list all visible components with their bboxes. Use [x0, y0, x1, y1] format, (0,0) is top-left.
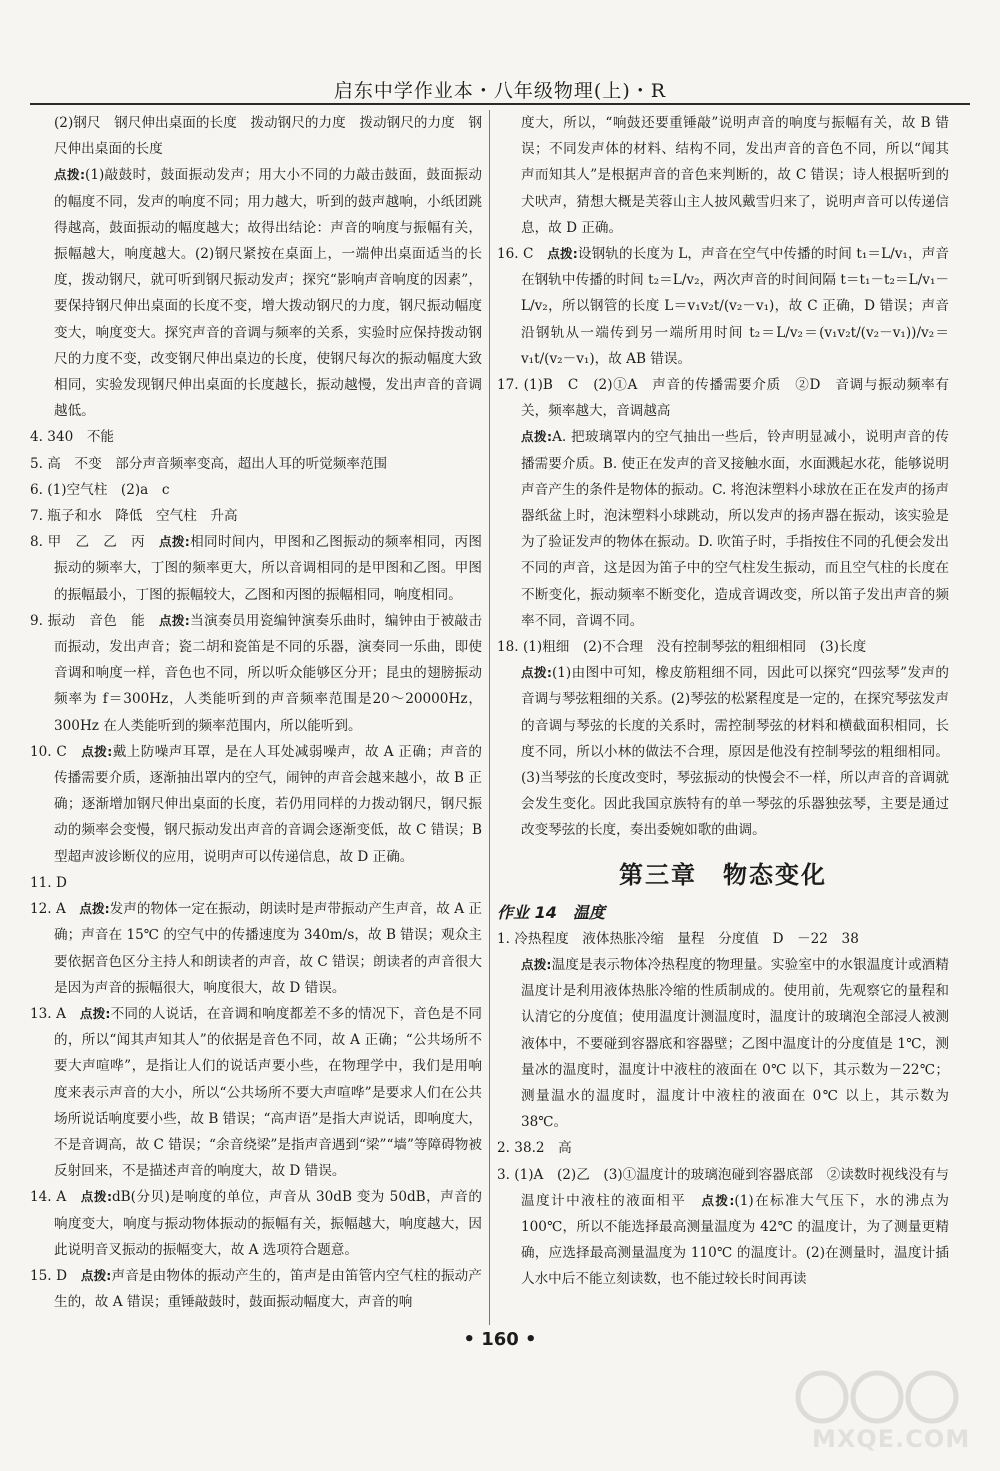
- tip-label: 点拨:: [521, 956, 552, 972]
- tip-label: 点拨:: [521, 665, 552, 681]
- answer-text: 设钢轨的长度为 L，声音在空气中传播的时间 t₁＝L/v₁，声音在钢轨中传播的时间 t₂＝L/v₂，两次声音的时间间隔 t＝t₁－t₂＝L/v₁－L/v₂，所以钢管的长度 L＝v₁v₂t/(v₂－v₁)，故 C 正确，D 错误；声音沿钢轨从一端传到另一端所用时间 t₂＝L/v₂＝(v₁v₂t/(v₂－v₁))/v₂＝v₁t/(v₂－v₁)，故 AB 错误。: [521, 246, 949, 367]
- answer-item: [30, 1263, 482, 1315]
- answer-text: 戴上防噪声耳罩，是在人耳处减弱噪声，故 A 正确；声音的传播需要介质，逐渐抽出罩内的空气，闹钟的声音会越来越小，故 B 正确；逐渐增加钢尺伸出桌面的长度，若仍用同样的力拨动钢尺，钢尺振动的频率会变慢，钢尺振动发出声音的音调会逐渐变低，故 C 错误；B 型超声波诊断仪的应用，说明声可以传递信息，故 D 正确。: [54, 743, 482, 865]
- tip-label: 点拨:: [79, 1005, 111, 1021]
- answer-item: [30, 503, 482, 529]
- answer-item: [30, 529, 482, 608]
- watermark-logo: [792, 1367, 982, 1457]
- tip-label: 点拨:: [547, 246, 578, 262]
- answer-text: 13. A: [30, 1005, 80, 1022]
- right-column: [497, 110, 949, 1293]
- left-column: [30, 110, 482, 1315]
- header-rule: [30, 103, 970, 105]
- answer-item: [497, 634, 949, 660]
- answer-text: 7. 瓶子和水 降低 空气柱 升高: [30, 508, 238, 525]
- tip-label: 点拨:: [521, 429, 553, 445]
- answer-item: [30, 110, 482, 162]
- answer-item: [497, 1135, 949, 1161]
- answer-item: [30, 1184, 482, 1263]
- answer-text: 14. A: [30, 1189, 81, 1206]
- answer-item: [497, 952, 949, 1135]
- answer-item: [497, 926, 949, 952]
- tip-label: 点拨:: [81, 743, 113, 759]
- answer-text: (1)由图中可知，橡皮筋粗细不同，因此可以探究“四弦琴”发声的音调与琴弦粗细的关系。(2)琴弦的松紧程度是一定的，在探究琴弦发声的音调与琴弦的长度的关系时，需控制琴弦的材料和横截面积相同，长度不同，所以小林的做法不合理，原因是他没有控制琴弦的粗细相同。(3)当琴弦的长度改变时，琴弦振动的快慢会不一样，所以声音的音调就会发生变化。因此我国京族特有的单一琴弦的乐器独弦琴，主要是通过改变琴弦的长度，奏出委婉如歌的曲调。: [521, 665, 949, 839]
- answer-text: 度大，所以，“响鼓还要重锤敲”说明声音的响度与振幅有关，故 B 错误；不同发声体的材料、结构不同，发出声音的音色不同，所以“闻其声而知其人”是根据声音的音色来判断的，故 C 错误；诗人根据听到的犬吠声，猜想大概是芙蓉山主人披风戴雪归来了，说明声音可以传递信息，故 D 正确。: [521, 115, 949, 236]
- answer-item: [30, 739, 482, 870]
- tip-label: 点拨:: [80, 1267, 112, 1283]
- chapter-title: 第三章 物态变化: [619, 860, 827, 889]
- answer-text: 不同的人说话，在音调和响度都差不多的情况下，音色是不同的，所以“闻其声知其人”的依据是音色不同，故 A 正确；“公共场所不要大声喧哗”，是指让人们的说话声要小些，在物理学中，我们是用响度来表示声音的大小，所以“公共场所不要大声喧哗”是要求人们在公共场所说话响度要小些，故 B 错误；“高声语”是指大声说话，即响度大，不是音调高，故 C 错误；“余音绕梁”是指声音遇到“梁”“墙”等障碍物被反射回来，不是描述声音的响度大，故 D 错误。: [54, 1005, 482, 1180]
- answer-text: 11. D: [30, 874, 67, 891]
- answer-text: 发声的物体一定在振动，朗读时是声带振动产生声音，故 A 正确；声音在 15℃ 的空气中的传播速度为 340m/s，故 B 错误；观众主要依据音色区分主持人和朗读者的声音，故 C 错误；朗读者的声音很大是因为声音的振幅很大，响度很大，故 D 错误。: [54, 901, 482, 996]
- answer-item: [30, 424, 482, 450]
- answer-item: [497, 424, 949, 634]
- answer-text: 2. 38.2 高: [497, 1140, 572, 1157]
- answer-text: 6. (1)空气柱 (2)a c: [30, 481, 170, 498]
- answer-text: (1)敲鼓时，鼓面振动发声；用大小不同的力敲击鼓面，鼓面振动的幅度不同，发声的响度不同；用力越大，听到的鼓声越响，小纸团跳得越高，鼓面振动的幅度越大；故得出结论：声音的响度与振幅有关，振幅越大，响度越大。(2)钢尺紧按在桌面上，一端伸出桌面适当的长度，拨动钢尺，就可听到钢尺振动发声；探究“影响声音响度的因素”，要保持钢尺伸出桌面的长度不变，增大拨动钢尺的力度，钢尺振动幅度变大，响度变大。探究声音的音调与频率的关系，实验时应保持拨动钢尺的力度不变，改变钢尺伸出桌边的长度，使钢尺每次的振动幅度大致相同，实验发现钢尺伸出桌面的长度越长，振动越慢，发出声音的音调越低。: [54, 167, 482, 420]
- answer-text: 声音是由物体的振动产生的，笛声是由笛管内空气柱的振动产生的，故 A 错误；重锤敲鼓时，鼓面振动幅度大，声音的响: [54, 1267, 482, 1311]
- tip-label: 点拨:: [79, 901, 110, 917]
- answer-item: [497, 110, 949, 241]
- answer-item: [30, 1001, 482, 1184]
- watermark-text: MXQE.COM: [812, 1425, 971, 1453]
- answer-text: (1)在标准大气压下，水的沸点为 100℃，所以不能选择最高测量温度为 42℃ 的温度计，为了测量更精确，应选择最高测量温度为 110℃ 的温度计。(2)在测量时，温度计插人水中后不能立刻读数，也不能过较长时间再读: [521, 1192, 949, 1288]
- answer-item: [30, 608, 482, 739]
- answer-item: [30, 870, 482, 896]
- watermark-icon: [792, 1367, 982, 1427]
- answer-text: 15. D: [30, 1267, 81, 1284]
- answer-text: 相同时间内，甲图和乙图振动的频率相同，丙图振动的频率大，丁图的频率更大，所以音调相同的是甲图和乙图。甲图的振幅最小，丁图的振幅较大，乙图和丙图的振幅相同，响度相同。: [54, 534, 483, 603]
- answer-text: 3. (1)A (2)乙 (3)①温度计的玻璃泡碰到容器底部 ②读数时视线没有与温度计中液柱的液面相平: [497, 1166, 949, 1209]
- tip-label: 点拨:: [701, 1192, 735, 1208]
- answer-text: A. 把玻璃罩内的空气抽出一些后，铃声明显减小，说明声音的传播需要介质。B. 使正在发声的音叉接触水面，水面溅起水花，能够说明声音产生的条件是物体的振动。C. 将泡沫塑料小球放在正在发声的扬声器纸盆上时，泡沫塑料小球跳动，所以发声的扬声器在振动，该实验是为了验证发声的物体在振动。D. 吹笛子时，手指按住不同的孔便会发出不同的声音，这是因为笛子中的空气柱发生振动，而且空气柱的长度在不断变化，振动频率不断变化，造成音调改变，所以笛子发出声音的频率不同，音调不同。: [521, 429, 949, 629]
- tip-label: 点拨:: [80, 1189, 112, 1205]
- answer-item: [30, 896, 482, 1001]
- answer-text: 16. C: [497, 246, 548, 263]
- tip-label: 点拨:: [54, 167, 86, 183]
- homework-title: 作业 14 温度: [497, 902, 605, 922]
- answer-text: 12. A: [30, 901, 80, 918]
- answer-text: dB(分贝)是响度的单位，声音从 30dB 变为 50dB，声音的响度变大，响度与振动物体振动的振幅有关，振幅越大，响度越大，因此说明音叉振动的振幅变大，故 A 选项符合题意。: [54, 1189, 482, 1258]
- answer-item: [497, 241, 949, 372]
- answer-text: 18. (1)粗细 (2)不合理 没有控制琴弦的粗细相同 (3)长度: [497, 639, 867, 656]
- answer-text: 8. 甲 乙 乙 丙: [30, 534, 159, 551]
- answer-text: 5. 高 不变 部分声音频率变高，超出人耳的听觉频率范围: [30, 455, 388, 472]
- answer-text: 17. (1)B C (2)①A 声音的传播需要介质 ②D 音调与振动频率有关，频率越大，音调越高: [497, 377, 949, 420]
- answer-text: 4. 340 不能: [30, 429, 115, 446]
- answer-item: [497, 660, 949, 843]
- answer-text: 当演奏员用瓷编钟演奏乐曲时，编钟由于被敲击而振动，发出声音；瓷二胡和瓷笛是不同的乐器，演奏同一乐曲，即使音调和响度一样，音色也不同，所以听众能够区分开；昆虫的翅膀振动频率为 f＝300Hz，人类能听到的声音频率范围是20～20000Hz，300Hz 在人类能听到的频率范围内，所以能听到。: [54, 612, 483, 734]
- answer-item: [497, 372, 949, 424]
- tip-label: 点拨:: [158, 534, 190, 550]
- answer-item: [30, 162, 482, 424]
- answer-item: [30, 451, 482, 477]
- page-header: 启东中学作业本・八年级物理(上)・R: [333, 80, 667, 102]
- answer-text: 1. 冷热程度 液体热胀冷缩 量程 分度值 D －22 38: [497, 930, 859, 947]
- page-number: • 160 •: [463, 1329, 537, 1350]
- answer-item: [497, 1162, 949, 1293]
- answer-text: 温度是表示物体冷热程度的物理量。实验室中的水银温度计或酒精温度计是利用液体热胀冷缩的性质制成的。使用前，先观察它的量程和认清它的分度值；使用温度计测温度时，温度计的玻璃泡全部浸人被测液体中，不要碰到容器底和容器壁；乙图中温度计的分度值是 1℃，测量冰的温度时，温度计中液柱的液面在 0℃ 以下，其示数为－22℃；测量温水的温度时，温度计中液柱的液面在 0℃ 以上，其示数为 38℃。: [521, 956, 949, 1131]
- answer-text: (2)钢尺 钢尺伸出桌面的长度 拨动钢尺的力度 拨动钢尺的力度 钢尺伸出桌面的长度: [54, 115, 482, 158]
- answer-text: 10. C: [30, 743, 82, 760]
- column-divider: [489, 110, 490, 1325]
- tip-label: 点拨:: [158, 612, 190, 628]
- answer-text: 9. 振动 音色 能: [30, 612, 159, 629]
- answer-item: [30, 477, 482, 503]
